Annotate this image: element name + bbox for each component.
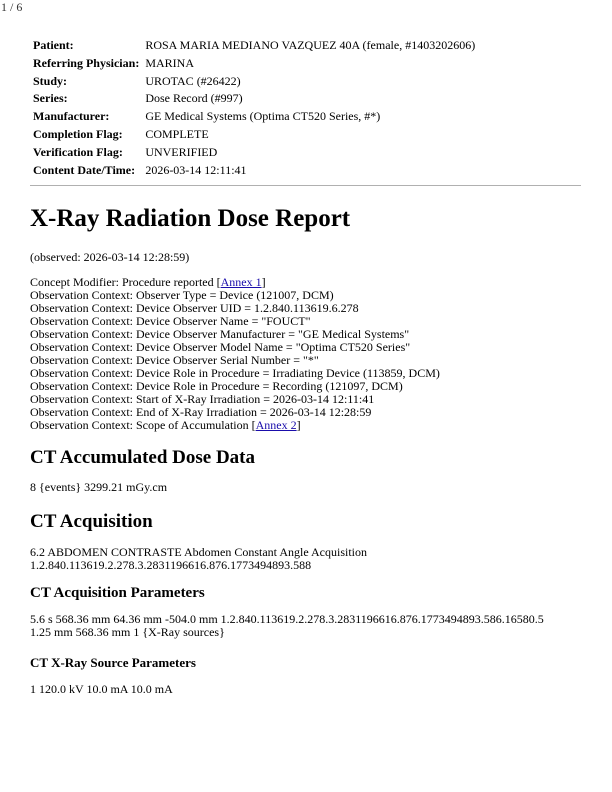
annex-1-link[interactable]: Annex 1 xyxy=(220,275,262,289)
scope-text: Observation Context: Scope of Accumulation [ xyxy=(30,418,256,432)
info-value: MARINA xyxy=(145,55,194,70)
observation-context: Observation Context: End of X-Ray Irradiation = 2026-03-14 12:28:59 xyxy=(30,405,372,419)
acquisition-line: 1.2.840.113619.2.278.3.2831196616.876.1773494893.588 xyxy=(30,558,312,572)
source-params-heading: CT X-Ray Source Parameters xyxy=(30,655,196,670)
scope-of-accumulation xyxy=(30,419,590,432)
acquisition-params-line: 5.6 s 568.36 mm 64.36 mm -504.0 mm 1.2.840.113619.2.278.3.2831196616.876.1773494893.586.16580.5 xyxy=(30,612,544,626)
observation-context: Observation Context: Device Observer Manufacturer = "GE Medical Systems" xyxy=(30,327,410,341)
info-row xyxy=(30,162,478,180)
info-value: UROTAC (#26422) xyxy=(145,73,241,88)
info-label: Manufacturer: xyxy=(33,109,110,124)
info-row xyxy=(30,108,478,126)
patient-info-table xyxy=(30,37,478,179)
info-label: Study: xyxy=(33,73,68,88)
observation-context: Observation Context: Device Observer UID = 1.2.840.113619.6.278 xyxy=(30,301,359,315)
observation-context: Observation Context: Device Role in Procedure = Recording (121097, DCM) xyxy=(30,379,403,393)
annex-2-link[interactable]: Annex 2 xyxy=(255,418,297,432)
observation-context: Observation Context: Device Observer Name = "FOUCT" xyxy=(30,314,311,328)
report-content xyxy=(30,202,590,696)
info-value: GE Medical Systems (Optima CT520 Series, #*) xyxy=(145,109,381,124)
ct-acquisition-heading: CT Acquisition xyxy=(30,511,153,532)
info-row xyxy=(30,126,478,144)
info-label: Series: xyxy=(33,91,68,106)
acquisition-params-heading: CT Acquisition Parameters xyxy=(30,585,205,601)
acquisition-params-line: 1.25 mm 568.36 mm 1 {X-Ray sources} xyxy=(30,625,225,639)
acquisition-line: 6.2 ABDOMEN CONTRASTE Abdomen Constant Angle Acquisition xyxy=(30,545,368,559)
info-label: Verification Flag: xyxy=(33,144,123,159)
info-row xyxy=(30,37,478,55)
info-label: Referring Physician: xyxy=(33,55,140,70)
info-row xyxy=(30,55,478,73)
accumulated-dose-value: 8 {events} 3299.21 mGy.cm xyxy=(30,480,168,494)
header-divider xyxy=(30,185,581,186)
info-label: Content Date/Time: xyxy=(33,162,136,177)
info-row xyxy=(30,90,478,108)
observation-context: Observation Context: Observer Type = Device (121007, DCM) xyxy=(30,288,334,302)
scope-suffix: ] xyxy=(296,418,301,432)
info-label: Patient: xyxy=(33,38,74,52)
concept-modifier-text: Concept Modifier: Procedure reported [ xyxy=(30,275,221,289)
info-value: ROSA MARIA MEDIANO VAZQUEZ 40A (female, #1403202606) xyxy=(145,38,476,52)
info-label: Completion Flag: xyxy=(33,126,123,141)
source-params-value: 1 120.0 kV 10.0 mA 10.0 mA xyxy=(30,682,173,696)
info-value: COMPLETE xyxy=(145,126,209,141)
observation-context: Observation Context: Device Observer Model Name = "Optima CT520 Series" xyxy=(30,340,411,354)
info-row xyxy=(30,73,478,91)
page-indicator: 1 / 6 xyxy=(1,0,23,14)
info-value: UNVERIFIED xyxy=(145,144,218,159)
observation-context: Observation Context: Device Observer Serial Number = "*" xyxy=(30,353,319,367)
concept-modifier-suffix: ] xyxy=(261,275,266,289)
observation-context: Observation Context: Device Role in Procedure = Irradiating Device (113859, DCM) xyxy=(30,366,440,380)
info-value: Dose Record (#997) xyxy=(145,91,243,106)
observed-datetime: (observed: 2026-03-14 12:28:59) xyxy=(30,250,190,264)
observation-context: Observation Context: Start of X-Ray Irradiation = 2026-03-14 12:11:41 xyxy=(30,392,375,406)
info-value: 2026-03-14 12:11:41 xyxy=(145,162,247,177)
accumulated-dose-heading: CT Accumulated Dose Data xyxy=(30,447,256,468)
info-row xyxy=(30,144,478,162)
report-title: X-Ray Radiation Dose Report xyxy=(30,205,351,232)
